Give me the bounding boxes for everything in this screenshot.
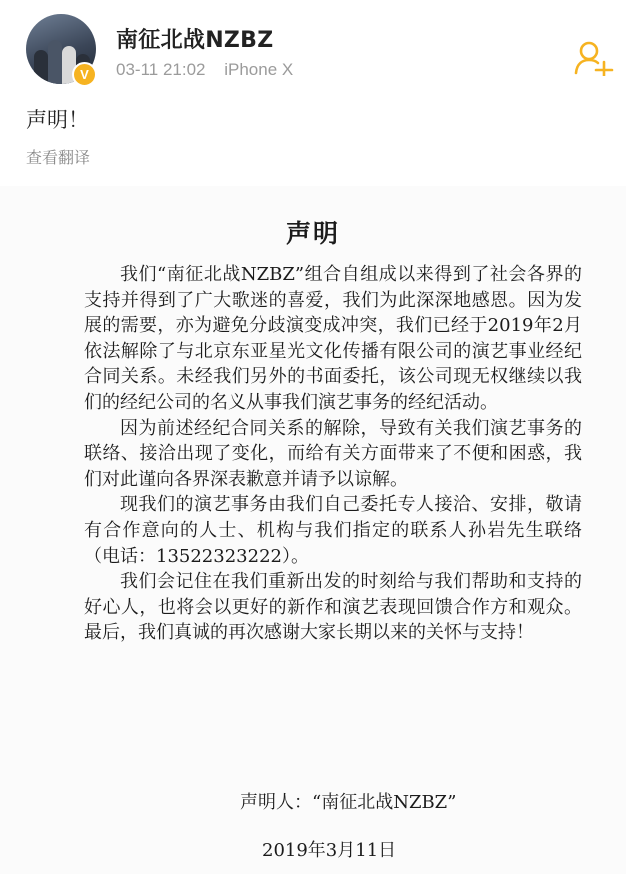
- add-user-icon: [574, 40, 614, 76]
- avatar-figure: [48, 40, 62, 84]
- statement-signer: 声明人：“南征北战NZBZ”: [240, 792, 457, 813]
- post-text: 声明！: [26, 108, 89, 132]
- translate-link[interactable]: 查看翻译: [26, 148, 91, 167]
- verified-badge-icon: V: [72, 62, 97, 87]
- post-device: iPhone X: [224, 60, 294, 79]
- avatar-figure: [34, 50, 48, 84]
- statement-title: 声明: [285, 219, 340, 248]
- statement-paragraph: 现我们的演艺事务由我们自己委托专人接洽、安排，敬请有合作意向的人士、机构与我们指定的联系人孙岩先生联络（电话：13522323222）。: [84, 494, 582, 567]
- post-timestamp: 03-11 21:02: [116, 60, 206, 79]
- statement-paragraph: 我们会记住在我们重新出发的时刻给与我们帮助和支持的好心人，也将会以更好的新作和演艺表现回馈合作方和观众。最后，我们真诚的再次感谢大家长期以来的关怀与支持！: [84, 571, 582, 644]
- statement-paragraph: 我们“南征北战NZBZ”组合自组成以来得到了社会各界的支持并得到了广大歌迷的喜爱，我们为此深深地感恩。因为发展的需要，亦为避免分歧演变成冲突，我们已经于2019年2月依法解除了与北京东亚星光文化传播有限公司的演艺事业经纪合同关系。未经我们另外的书面委托，该公司现无权继续以我们的经纪公司的名义从事我们演艺事务的经纪活动。: [84, 264, 582, 413]
- username[interactable]: 南征北战NZBZ: [116, 28, 274, 53]
- statement-paragraph: 因为前述经纪合同关系的解除，导致有关我们演艺事务的联络、接洽出现了变化，而给有关方面带来了不便和困惑，我们对此谨向各界深表歉意并请予以谅解。: [84, 417, 582, 490]
- statement-body: [84, 262, 582, 646]
- follow-button[interactable]: [574, 40, 614, 76]
- statement-image[interactable]: [0, 186, 626, 874]
- statement-date: 2019年3月11日: [262, 840, 397, 861]
- post-meta: [116, 60, 293, 80]
